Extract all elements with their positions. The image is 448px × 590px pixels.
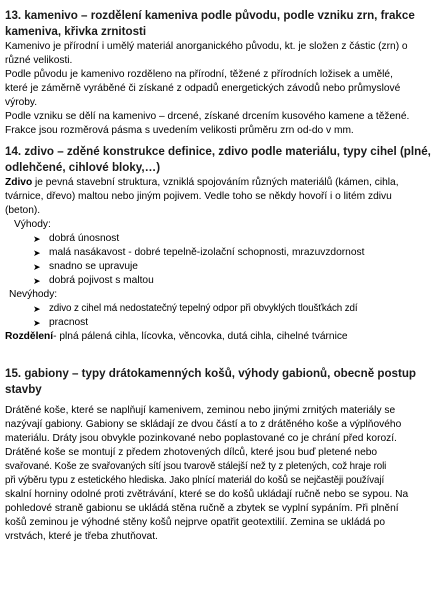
list-item: ➤ malá nasákavost - dobré tepelně-izolační schopnosti, mrazuvzdornost [33, 247, 365, 258]
section-13-body [5, 40, 441, 138]
body-line: které je záměrně vyráběné či získané z odpadů energetických závodů nebo průmyslové [5, 83, 401, 94]
list-item: ➤ pracnost [33, 317, 89, 328]
section-14-heading-line-2: odlehčené, cihlové bloky,…) [5, 161, 161, 174]
body-line: při výběru typu z estetického hlediska. Jako plnící materiál do košů se nejčastěji používají [5, 475, 385, 486]
division-line [5, 330, 441, 344]
advantages-label: Výhody: [14, 219, 51, 230]
body-line: Podle vzniku se dělí na kamenivo – drcené, získané drcením kusového kamene a těžené. [5, 111, 410, 122]
section-13-heading-line-2: kameniva, křivka zrnitosti [5, 25, 147, 38]
list-item: ➤ zdivo z cihel má nedostatečný tepelný odpor při obvyklých tloušťkách zdí [33, 303, 358, 314]
section-14-heading [5, 144, 441, 176]
list-item: ➤ snadno se upravuje [33, 261, 138, 272]
section-15 [5, 366, 441, 544]
section-15-heading [5, 366, 441, 398]
body-line: výroby. [5, 97, 38, 108]
arrow-bullet-icon: ➤ [33, 276, 41, 286]
body-line: různé velikosti. [5, 55, 73, 66]
arrow-bullet-icon: ➤ [33, 248, 41, 258]
arrow-bullet-icon: ➤ [33, 304, 41, 314]
section-13-heading [5, 8, 441, 40]
arrow-bullet-icon: ➤ [33, 234, 41, 244]
definition-text: je pevná stavební struktura, vzniklá spojováním různých materiálů (kámen, cihla, [32, 177, 399, 188]
body-line: skalní horniny odolné proti zvětrávání, které se do košů ukládají ručně nebo se sypou. Na [5, 489, 409, 500]
body-line: (beton). [5, 205, 41, 216]
body-line: Podle původu je kamenivo rozděleno na přírodní, těžené z přírodních ložisek a umělé, [5, 69, 393, 80]
section-14-definition [5, 176, 441, 218]
document-page [5, 8, 441, 544]
disadvantages-list [5, 302, 441, 330]
arrow-bullet-icon: ➤ [33, 318, 41, 328]
body-line: vrstvách, které je třeba zhutňovat. [5, 531, 158, 542]
body-line: Kamenivo je přírodní i umělý materiál anorganického původu, kt. je složen z částic (zrn) o [5, 41, 408, 52]
body-line: pohledové straně gabionu se ukládá stěna ručně a zbytek se vyplní sypáním. Při plnění [5, 503, 399, 514]
advantages-list [5, 232, 441, 288]
body-line: tvárnice, dřevo) maltou nebo jiným pojivem. Vedle toho se někdy hovoří i o litém zdivu [5, 191, 392, 202]
section-14 [5, 144, 441, 344]
body-line: svařované. Koše ze svařovaných sítí jsou tvarově stálejší než ty z pletených, což hraje roli [5, 461, 387, 472]
division-text: - plná pálená cihla, lícovka, věncovka, dutá cihla, cihelné tvárnice [53, 331, 348, 342]
body-line: materiálu. Dráty jsou obvykle pozinkované nebo poplastované co je chrání před korozí. [5, 433, 397, 444]
arrow-bullet-icon: ➤ [33, 262, 41, 272]
division-term: Rozdělení [5, 331, 54, 342]
section-13 [5, 8, 441, 138]
body-line: Frakce jsou rozměrová pásma s uvedením velikosti průměru zrn od-do v mm. [5, 125, 354, 136]
section-15-heading-line-2: stavby [5, 383, 42, 396]
body-line: košů zeminou je výhodné stěny košů nejprve opatřit geotextilií. Zemina se ukládá po [5, 517, 385, 528]
definition-term: Zdivo [5, 177, 33, 188]
body-line [5, 176, 441, 190]
section-14-heading-line-1: 14. zdivo – zděné konstrukce definice, zdivo podle materiálu, typy cihel (plné, [5, 145, 431, 158]
section-15-heading-line-1: 15. gabiony – typy drátokamenných košů, výhody gabionů, obecně postup [5, 367, 417, 380]
section-13-heading-line-1: 13. kamenivo – rozdělení kameniva podle původu, podle vzniku zrn, frakce [5, 9, 415, 22]
body-line: Drátěné koše se montují z předem zhotovených dílců, které jsou buď pletené nebo [5, 447, 378, 458]
body-line: nazývají gabiony. Gabiony se skládají ze dvou částí a to z drátěného koše a výplňového [5, 419, 402, 430]
body-line: Drátěné koše, které se naplňují kamenivem, zeminou nebo jinými zrnitých materiály se [5, 405, 396, 416]
list-item: ➤ dobrá pojivost s maltou [33, 275, 154, 286]
list-item: ➤ dobrá únosnost [33, 233, 120, 244]
section-15-body [5, 404, 441, 544]
disadvantages-label: Nevýhody: [9, 289, 58, 300]
